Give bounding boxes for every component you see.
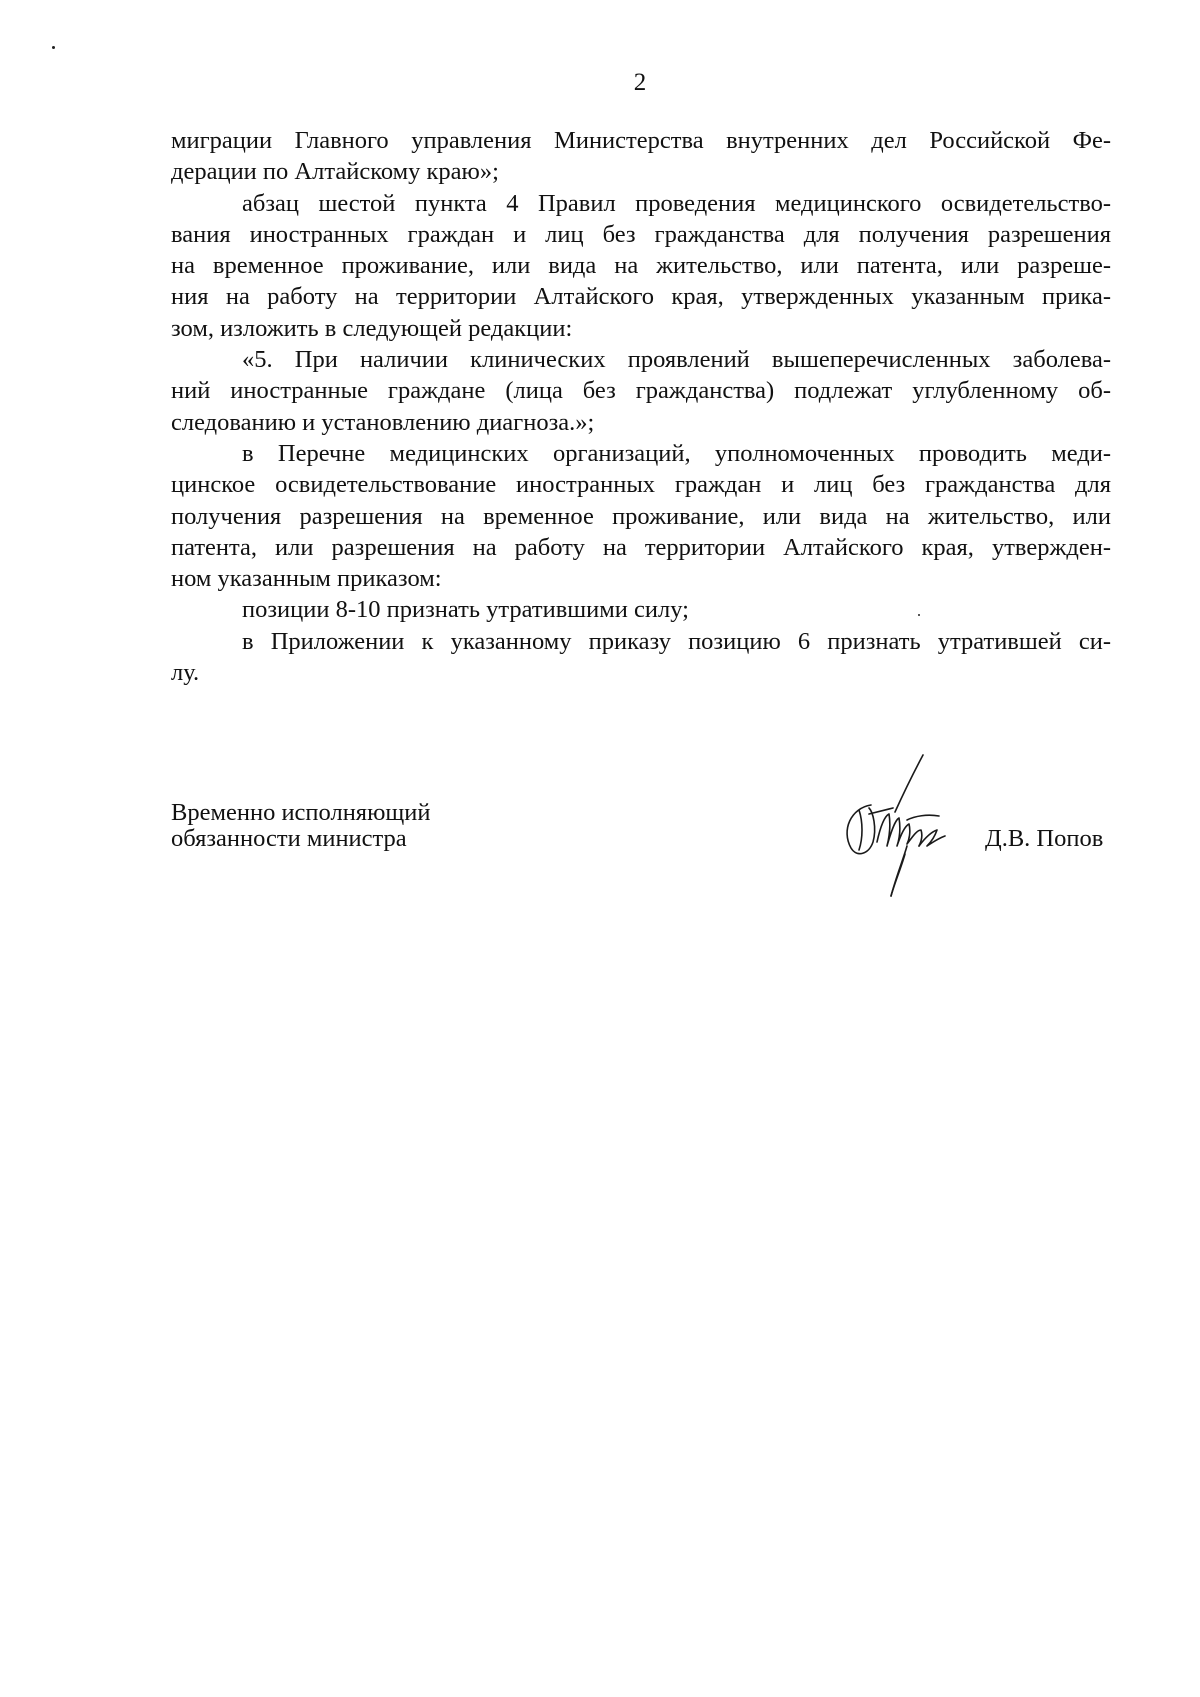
text-line: ния на работу на территории Алтайского края, утвержденных указанным прика- [171,283,1111,311]
document-body [171,125,1111,688]
paragraph [171,626,1111,689]
paragraph [171,438,1111,594]
paragraph [171,594,1111,625]
handwritten-signature [811,750,961,900]
text-line: зом, изложить в следующей редакции: [171,314,573,342]
paragraph [171,188,1111,344]
text-line: в Приложении к указанному приказу позицию 6 признать утратившей си- [242,627,1111,655]
text-line: ном указанным приказом: [171,565,442,593]
text-line: на временное проживание, или вида на жительство, или патента, или разреше- [171,252,1111,280]
text-line: миграции Главного управления Министерства внутренних дел Российской Фе- [171,127,1111,154]
paragraph [171,125,1111,188]
text-line: позиции 8-10 признать утратившими силу; [242,596,689,624]
text-line: в Перечне медицинских организаций, уполномоченных проводить меди- [242,439,1111,467]
signatory-title-line: Временно исполняющий [171,799,431,826]
text-line: вания иностранных граждан и лиц без гражданства для получения разрешения [171,220,1111,248]
text-line: дерации по Алтайскому краю»; [171,158,499,186]
text-line: «5. При наличии клинических проявлений вышеперечисленных заболева- [242,346,1111,374]
signatory-title [171,800,430,852]
text-line: цинское освидетельствование иностранных граждан и лиц без гражданства для [171,471,1111,499]
text-line: ний иностранные граждане (лица без гражданства) подлежат углубленному об- [171,377,1111,405]
text-line: получения разрешения на временное проживание, или вида на жительство, или [171,502,1111,530]
paragraph [171,344,1111,438]
text-line: следованию и установлению диагноза.»; [171,408,595,436]
scan-speck [52,46,55,49]
text-line: абзац шестой пункта 4 Правил проведения медицинского освидетельство- [242,189,1111,217]
text-line: патента, или разрешения на работу на территории Алтайского края, утвержден- [171,533,1111,561]
page-number: 2 [633,69,647,96]
signatory-title-line: обязанности министра [171,825,407,852]
signature-block [171,800,1111,920]
signatory-name: Д.В. Попов [985,825,1104,852]
text-line: лу. [171,659,200,687]
